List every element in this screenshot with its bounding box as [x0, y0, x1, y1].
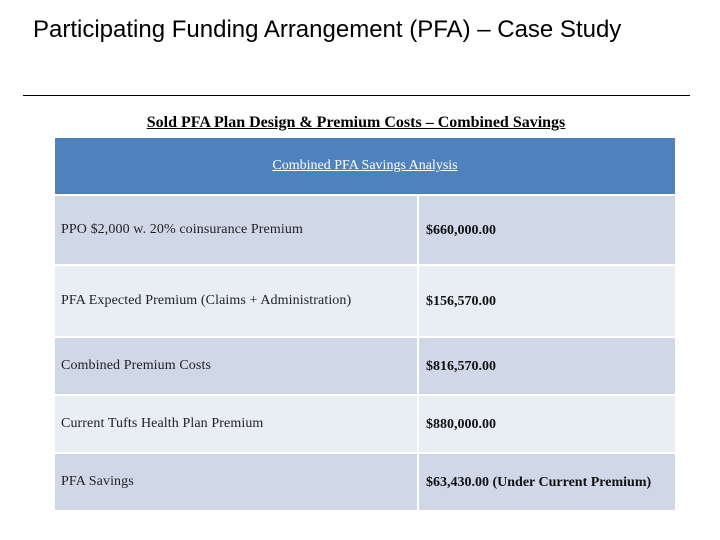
- table-row: [55, 196, 675, 266]
- slide-title: Participating Funding Arrangement (PFA) – Case Study: [33, 16, 622, 43]
- row-label: PPO $2,000 w. 20% coinsurance Premium: [55, 196, 419, 264]
- table-header: Combined PFA Savings Analysis: [55, 138, 675, 196]
- table-row: [55, 454, 675, 512]
- slide-subtitle: Sold PFA Plan Design & Premium Costs – Combined Savings: [146, 114, 566, 131]
- table-row: [55, 338, 675, 396]
- title-divider: [23, 95, 690, 96]
- table-row: [55, 266, 675, 338]
- table-row: [55, 396, 675, 454]
- row-label: Current Tufts Health Plan Premium: [55, 396, 419, 452]
- row-value: $880,000.00: [426, 416, 496, 432]
- row-value: $63,430.00 (Under Current Premium): [426, 474, 652, 490]
- row-label: PFA Savings: [55, 454, 419, 510]
- savings-table: [55, 138, 675, 512]
- row-value: $816,570.00: [426, 358, 496, 374]
- row-label: PFA Expected Premium (Claims + Administration): [55, 266, 419, 336]
- row-value: $660,000.00: [426, 222, 496, 238]
- row-value: $156,570.00: [426, 293, 496, 309]
- row-label: Combined Premium Costs: [55, 338, 419, 394]
